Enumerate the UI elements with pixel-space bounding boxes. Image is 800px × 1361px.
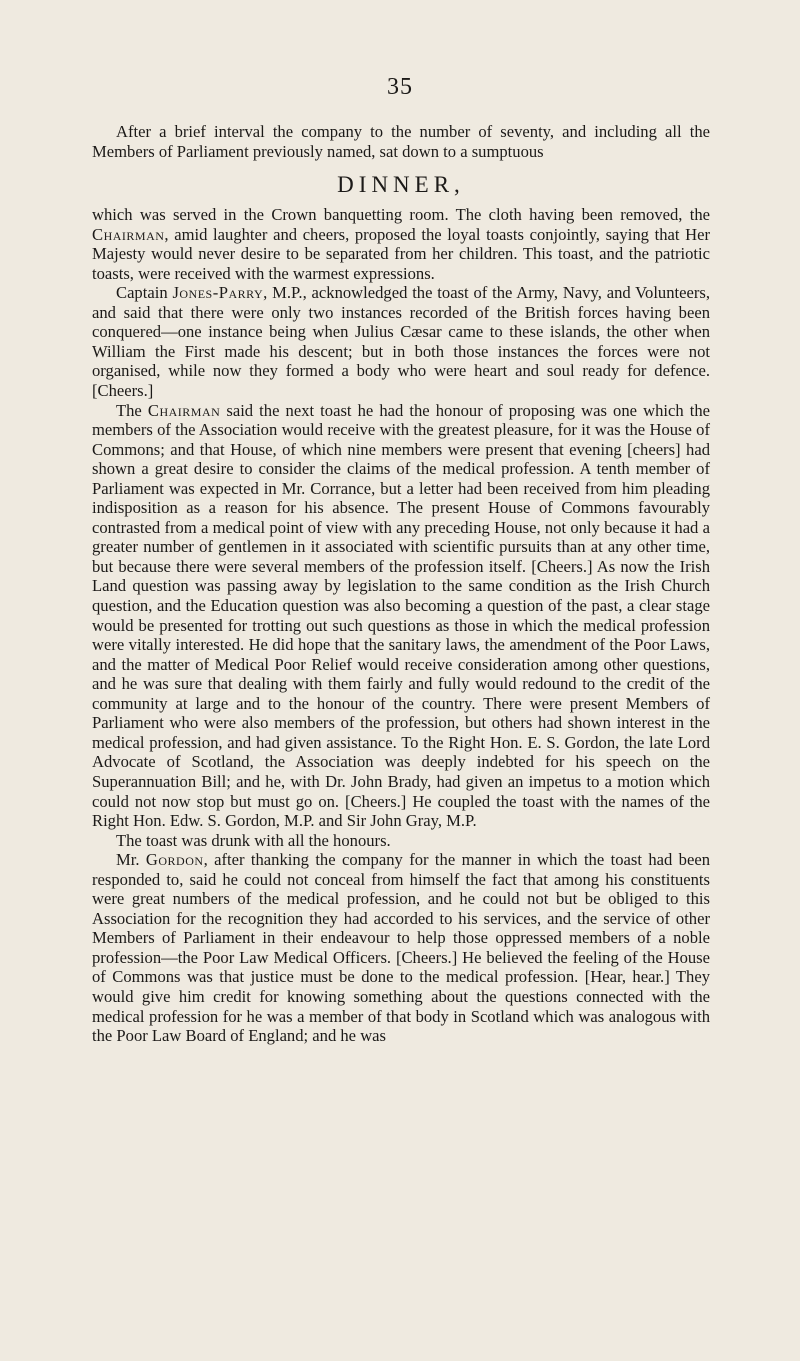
body-text [92,122,710,1046]
intro-paragraph: After a brief interval the company to the number of seventy, and including all the Members of Parliament previously named, sat down to a sumptuous [92,122,710,161]
section-heading: DINNER, [337,172,465,198]
paragraph-text: Captain [116,283,173,303]
paragraph-gordon [92,850,710,1045]
speaker-name: Chairman [147,400,221,420]
paragraph-chairman-toast [92,401,710,831]
page-number: 35 [387,74,413,100]
paragraph-text: which was served in the Crown banquetting room. The cloth having been removed, the [92,205,710,225]
paragraph-dinner [92,205,710,283]
paragraph-text: , M.P., acknowledged the toast of the Army, Navy, and Volunteers, and said that there were only two instances recorded of the British forces having been conquered—one instance being when Julius Cæsar came to these islands, the other when William the First made his descent; but in both those instances the forces were not organised, while now they formed a body who were heart and soul ready for defence. [Cheers.] [92,283,710,401]
paragraph-text: The [116,400,148,420]
speaker-name: Chairman [92,224,165,244]
speaker-name: Jones-Parry [172,283,264,303]
paragraph-text: , amid laughter and cheers, proposed the loyal toasts conjointly, saying that Her Majesty would never desire to be separated from her children. This toast, and the patriotic toasts, were received with the warmest expressions. [92,224,710,283]
paragraph-toast-drunk: The toast was drunk with all the honours. [116,830,391,850]
paragraph-jones-parry [92,283,710,400]
paragraph-text: said the next toast he had the honour of proposing was one which the members of the Association would receive with the greatest pleasure, for it was the House of Commons; and that House, of which nine members were present that evening [cheers] had shown a great desire to consider the claims of the medical profession. A tenth member of Parliament was expected in Mr. Corrance, but a letter had been received from him pleading indisposition as a reason for his absence. The present House of Commons favourably contrasted from a medical point of view with any preceding House, not only because it had a greater number of gentlemen in it associated with scientific pursuits than at any other time, but because there were several members of the profession itself. [Cheers.] As now the Irish Land question was passing away by legislation to the same condition as the Irish Church question, and the Education question was also becoming a question of the past, a clear stage would be presented for trotting out such questions as those in which the medical profession were vitally interested. He did hope that the sanitary laws, the amendment of the Poor Laws, and the matter of Medical Poor Relief would receive consideration among other questions, and he was sure that dealing with them fairly and fully would redound to the credit of the community at large and to the honour of the country. There were present Members of Parliament who were also members of the profession, but others had shown interest in the medical profession, and had given assistance. To the Right Hon. E. S. Gordon, the late Lord Advocate of Scotland, the Association was deeply indebted for his speech on the Superannuation Bill; and he, with Dr. John Brady, had given an impetus to a motion which could not now stop but must go on. [Cheers.] He coupled the toast with the names of the Right Hon. Edw. S. Gordon, M.P. and Sir John Gray, M.P. [92,400,711,831]
paragraph-text: , after thanking the company for the manner in which the toast had been responded to, said he could not conceal from himself the fact that among his constituents were great numbers of the medical profession, and he could not but be obliged to this Association for the recognition they had accorded to his services, and the service of other Members of Parliament in their endeavour to help those oppressed members of a noble profession—the Poor Law Medical Officers. [Cheers.] He believed the feeling of the House of Commons was that justice must be done to the medical profession. [Hear, hear.] They would give him credit for knowing something about the questions connected with the medical profession for he was a member of that body in Scotland which was analogous with the Poor Law Board of England; and he was [92,850,710,1046]
speaker-name: Gordon [145,850,204,870]
paragraph-text: Mr. [116,850,146,870]
